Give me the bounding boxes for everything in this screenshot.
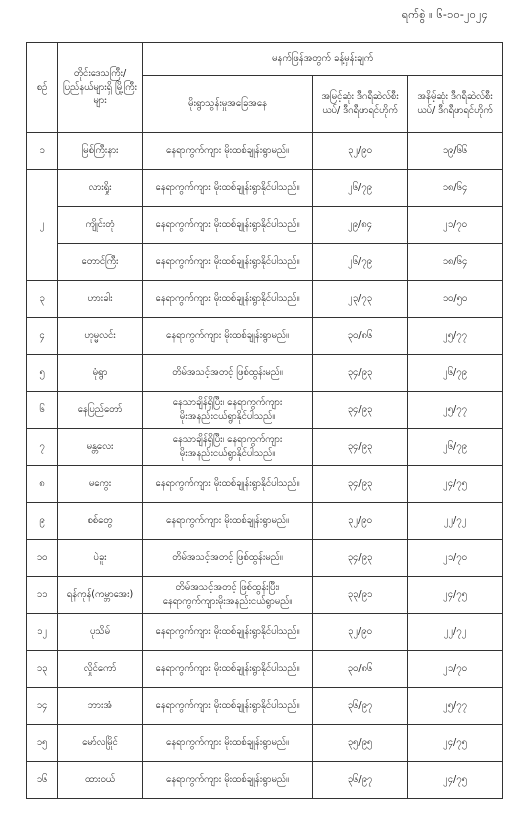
rain-condition-cell <box>143 318 313 355</box>
rain-condition-cell <box>143 170 313 207</box>
serial-number-cell: ၁၄ <box>27 688 58 725</box>
min-temperature-cell: ၁၈/၆၄ <box>408 244 503 281</box>
max-temperature-cell: ၃၃/၉၁ <box>313 577 408 614</box>
city-cell: မြစ်ကြီးနား <box>58 133 143 170</box>
serial-number-cell: ၄ <box>27 318 58 355</box>
document-date: ရက်စွဲ ။ ၆-၁၀-၂၀၂၄ <box>401 8 488 21</box>
rain-condition-cell <box>143 503 313 540</box>
city-cell: ပဲခူး <box>58 540 143 577</box>
max-temperature-cell: ၂၉/၈၄ <box>313 207 408 244</box>
header-serial-number: စဉ် <box>27 43 58 133</box>
rain-condition-text: နေရာကွက်ကျား မိုးထစ်ချုန်းရွာနိုင်ပါသည်။ <box>155 626 300 638</box>
rain-condition-cell <box>143 429 313 466</box>
max-temperature-cell: ၃၆/၉၇ <box>313 688 408 725</box>
serial-number-cell: ၉ <box>27 503 58 540</box>
table-row <box>27 392 503 429</box>
min-temperature-cell: ၂၁/၇၀ <box>408 540 503 577</box>
rain-condition-text: နေရာကွက်ကျား မိုးထစ်ချုန်းရွာနိုင်ပါသည်။ <box>155 700 300 712</box>
rain-condition-text: နေရာကွက်ကျား မိုးထစ်ချုန်းရွာနိုင်ပါသည်။ <box>155 182 300 194</box>
min-temperature-cell: ၁၈/၆၄ <box>408 170 503 207</box>
min-temperature-cell: ၂၅/၇၇ <box>408 688 503 725</box>
table-row <box>27 207 503 244</box>
max-temperature-cell: ၃၄/၉၃ <box>313 540 408 577</box>
max-temperature-cell: ၂၆/၇၉ <box>313 244 408 281</box>
min-temperature-cell: ၂၆/၇၉ <box>408 355 503 392</box>
max-temperature-cell: ၃၄/၉၃ <box>313 355 408 392</box>
serial-number-cell: ၃ <box>27 281 58 318</box>
table-row <box>27 244 503 281</box>
rain-condition-cell <box>143 762 313 799</box>
city-cell: မန္တလေး <box>58 429 143 466</box>
rain-condition-text: နေရာကွက်ကျား မိုးထစ်ချုန်းရွာမည်။ <box>166 145 289 157</box>
rain-condition-text: နေရာကွက်ကျား မိုးထစ်ချုန်းရွာမည်။ <box>166 330 289 342</box>
table-row <box>27 170 503 207</box>
table-row <box>27 503 503 540</box>
city-cell: ဟုမ္မလင်း <box>58 318 143 355</box>
table-row <box>27 133 503 170</box>
city-cell: မကွေး <box>58 466 143 503</box>
rain-condition-text: နေရာကွက်ကျား မိုးထစ်ချုန်းရွာမည်။ <box>166 774 289 786</box>
table-row <box>27 355 503 392</box>
rain-condition-cell <box>143 207 313 244</box>
rain-condition-text: နေသာချိန်ရှိပြီး၊ နေရာကွက်ကျား <box>172 434 283 446</box>
city-cell: မော်လမြိုင် <box>58 725 143 762</box>
city-cell: လားရှိုး <box>58 170 143 207</box>
city-cell: ဟားခါး <box>58 281 143 318</box>
serial-number-cell: ၁၂ <box>27 614 58 651</box>
city-cell: စစ်တွေ <box>58 503 143 540</box>
max-temperature-cell: ၂၆/၇၉ <box>313 170 408 207</box>
forecast-table <box>26 42 503 799</box>
min-temperature-cell: ၂၁/၇၀ <box>408 651 503 688</box>
city-cell: ပုသိမ် <box>58 614 143 651</box>
rain-condition-text: မိုးအနည်းငယ်ရွာနိုင်ပါသည်။ <box>179 448 276 459</box>
table-row <box>27 466 503 503</box>
max-temperature-cell: ၃၂/၉၀ <box>313 133 408 170</box>
city-cell: ထားဝယ် <box>58 762 143 799</box>
min-temperature-cell: ၂၂/၇၂ <box>408 614 503 651</box>
min-temperature-cell: ၂၁/၇၀ <box>408 207 503 244</box>
rain-condition-text: နေရာကွက်ကျား မိုးထစ်ချုန်းရွာနိုင်ပါသည်။ <box>155 256 300 268</box>
city-cell: နေပြည်တော် <box>58 392 143 429</box>
header-min-temperature: အနိမ့်ဆုံး ဒီဂရီဆဲလ်စီးယပ်/ ဒီဂရီဖာရင်ဟိုက် <box>408 76 503 133</box>
rain-condition-text: မိုးအနည်းငယ်ရွာနိုင်ပါသည်။ <box>179 411 276 422</box>
max-temperature-cell: ၃၂/၉၀ <box>313 503 408 540</box>
rain-condition-text: နေရာကွက်ကျား မိုးထစ်ချုန်းရွာမည်။ <box>166 515 289 527</box>
rain-condition-text: နေရာကွက်ကျား မိုးထစ်ချုန်းရွာနိုင်ပါသည်။ <box>155 478 300 490</box>
rain-condition-text: တိမ်အသင့်အတင့် ဖြစ်ထွန်းမည်။ <box>172 367 283 379</box>
serial-number-cell: ၁၃ <box>27 651 58 688</box>
table-row <box>27 762 503 799</box>
rain-condition-text: နေရာကွက်ကျားမိုးအနည်းငယ်ရွာမည်။ <box>162 596 293 607</box>
min-temperature-cell: ၂၄/၇၅ <box>408 725 503 762</box>
serial-number-cell: ၈ <box>27 466 58 503</box>
min-temperature-cell: ၂၂/၇၂ <box>408 503 503 540</box>
rain-condition-cell <box>143 688 313 725</box>
table-row <box>27 725 503 762</box>
rain-condition-cell <box>143 355 313 392</box>
table-row <box>27 281 503 318</box>
max-temperature-cell: ၃၀/၈၆ <box>313 651 408 688</box>
rain-condition-text: နေရာကွက်ကျား မိုးထစ်ချုန်းရွာနိုင်ပါသည်။ <box>155 219 300 231</box>
rain-condition-cell <box>143 392 313 429</box>
max-temperature-cell: ၃၂/၉၀ <box>313 614 408 651</box>
rain-condition-cell <box>143 133 313 170</box>
rain-condition-cell <box>143 651 313 688</box>
header-city: တိုင်းဒေသကြီး/ ပြည်နယ်များရှိ မြို့ကြီးများ <box>58 43 143 133</box>
serial-number-cell: ၁၀ <box>27 540 58 577</box>
rain-condition-cell <box>143 540 313 577</box>
table-row <box>27 540 503 577</box>
city-cell: ကျိုင်းတုံ <box>58 207 143 244</box>
forecast-rows <box>27 133 503 799</box>
city-cell: တောင်ကြီး <box>58 244 143 281</box>
min-temperature-cell: ၂၅/၇၇ <box>408 392 503 429</box>
table-row <box>27 614 503 651</box>
table-row <box>27 651 503 688</box>
max-temperature-cell: ၃၄/၉၃ <box>313 466 408 503</box>
max-temperature-cell: ၃၄/၉၃ <box>313 429 408 466</box>
serial-number-cell: ၆ <box>27 392 58 429</box>
header-rain-condition: မိုးရွာသွန်းမှုအခြေအနေ <box>143 76 313 133</box>
header-forecast-group: မနက်ဖြန်အတွက် ခန့်မှန်းချက် <box>143 43 503 76</box>
min-temperature-cell: ၁၉/၆၆ <box>408 133 503 170</box>
table-row <box>27 429 503 466</box>
max-temperature-cell: ၃၆/၉၇ <box>313 762 408 799</box>
serial-number-cell: ၁ <box>27 133 58 170</box>
min-temperature-cell: ၁၀/၅၀ <box>408 281 503 318</box>
min-temperature-cell: ၂၆/၇၉ <box>408 429 503 466</box>
rain-condition-text: နေရာကွက်ကျား မိုးထစ်ချုန်းရွာမည်။ <box>166 737 289 749</box>
rain-condition-text: နေရာကွက်ကျား မိုးထစ်ချုန်းရွာနိုင်ပါသည်။ <box>155 663 300 675</box>
max-temperature-cell: ၃၅/၉၅ <box>313 725 408 762</box>
rain-condition-cell <box>143 577 313 614</box>
serial-number-cell: ၂ <box>27 170 58 281</box>
header-max-temperature: အမြင့်ဆုံး ဒီဂရီဆဲလ်စီးယပ်/ ဒီဂရီဖာရင်ဟိုက် <box>313 76 408 133</box>
rain-condition-cell <box>143 614 313 651</box>
min-temperature-cell: ၂၅/၇၇ <box>408 318 503 355</box>
rain-condition-cell <box>143 244 313 281</box>
min-temperature-cell: ၂၄/၇၅ <box>408 577 503 614</box>
serial-number-cell: ၁၅ <box>27 725 58 762</box>
min-temperature-cell: ၂၄/၇၅ <box>408 762 503 799</box>
rain-condition-cell <box>143 466 313 503</box>
rain-condition-text: နေသာချိန်ရှိပြီး၊ နေရာကွက်ကျား <box>172 397 283 409</box>
max-temperature-cell: ၂၃/၇၃ <box>313 281 408 318</box>
rain-condition-cell <box>143 281 313 318</box>
serial-number-cell: ၅ <box>27 355 58 392</box>
min-temperature-cell: ၂၄/၇၅ <box>408 466 503 503</box>
max-temperature-cell: ၃၄/၉၃ <box>313 392 408 429</box>
rain-condition-text: တိမ်အသင့်အတင့် ဖြစ်ထွန်းပြီး၊ <box>175 582 280 594</box>
max-temperature-cell: ၃၀/၈၆ <box>313 318 408 355</box>
city-cell: လှိုင်ကော် <box>58 651 143 688</box>
table-row <box>27 318 503 355</box>
table-row <box>27 577 503 614</box>
serial-number-cell: ၁၁ <box>27 577 58 614</box>
rain-condition-cell <box>143 725 313 762</box>
serial-number-cell: ၁၆ <box>27 762 58 799</box>
city-cell: ရန်ကုန်(ကမ္ဘာအေး) <box>58 577 143 614</box>
city-cell: မုံရွာ <box>58 355 143 392</box>
rain-condition-text: တိမ်အသင့်အတင့် ဖြစ်ထွန်းမည်။ <box>172 552 283 564</box>
city-cell: ဘားအံ <box>58 688 143 725</box>
table-row <box>27 688 503 725</box>
serial-number-cell: ၇ <box>27 429 58 466</box>
rain-condition-text: နေရာကွက်ကျား မိုးထစ်ချုန်းရွာနိုင်ပါသည်။ <box>155 293 300 305</box>
